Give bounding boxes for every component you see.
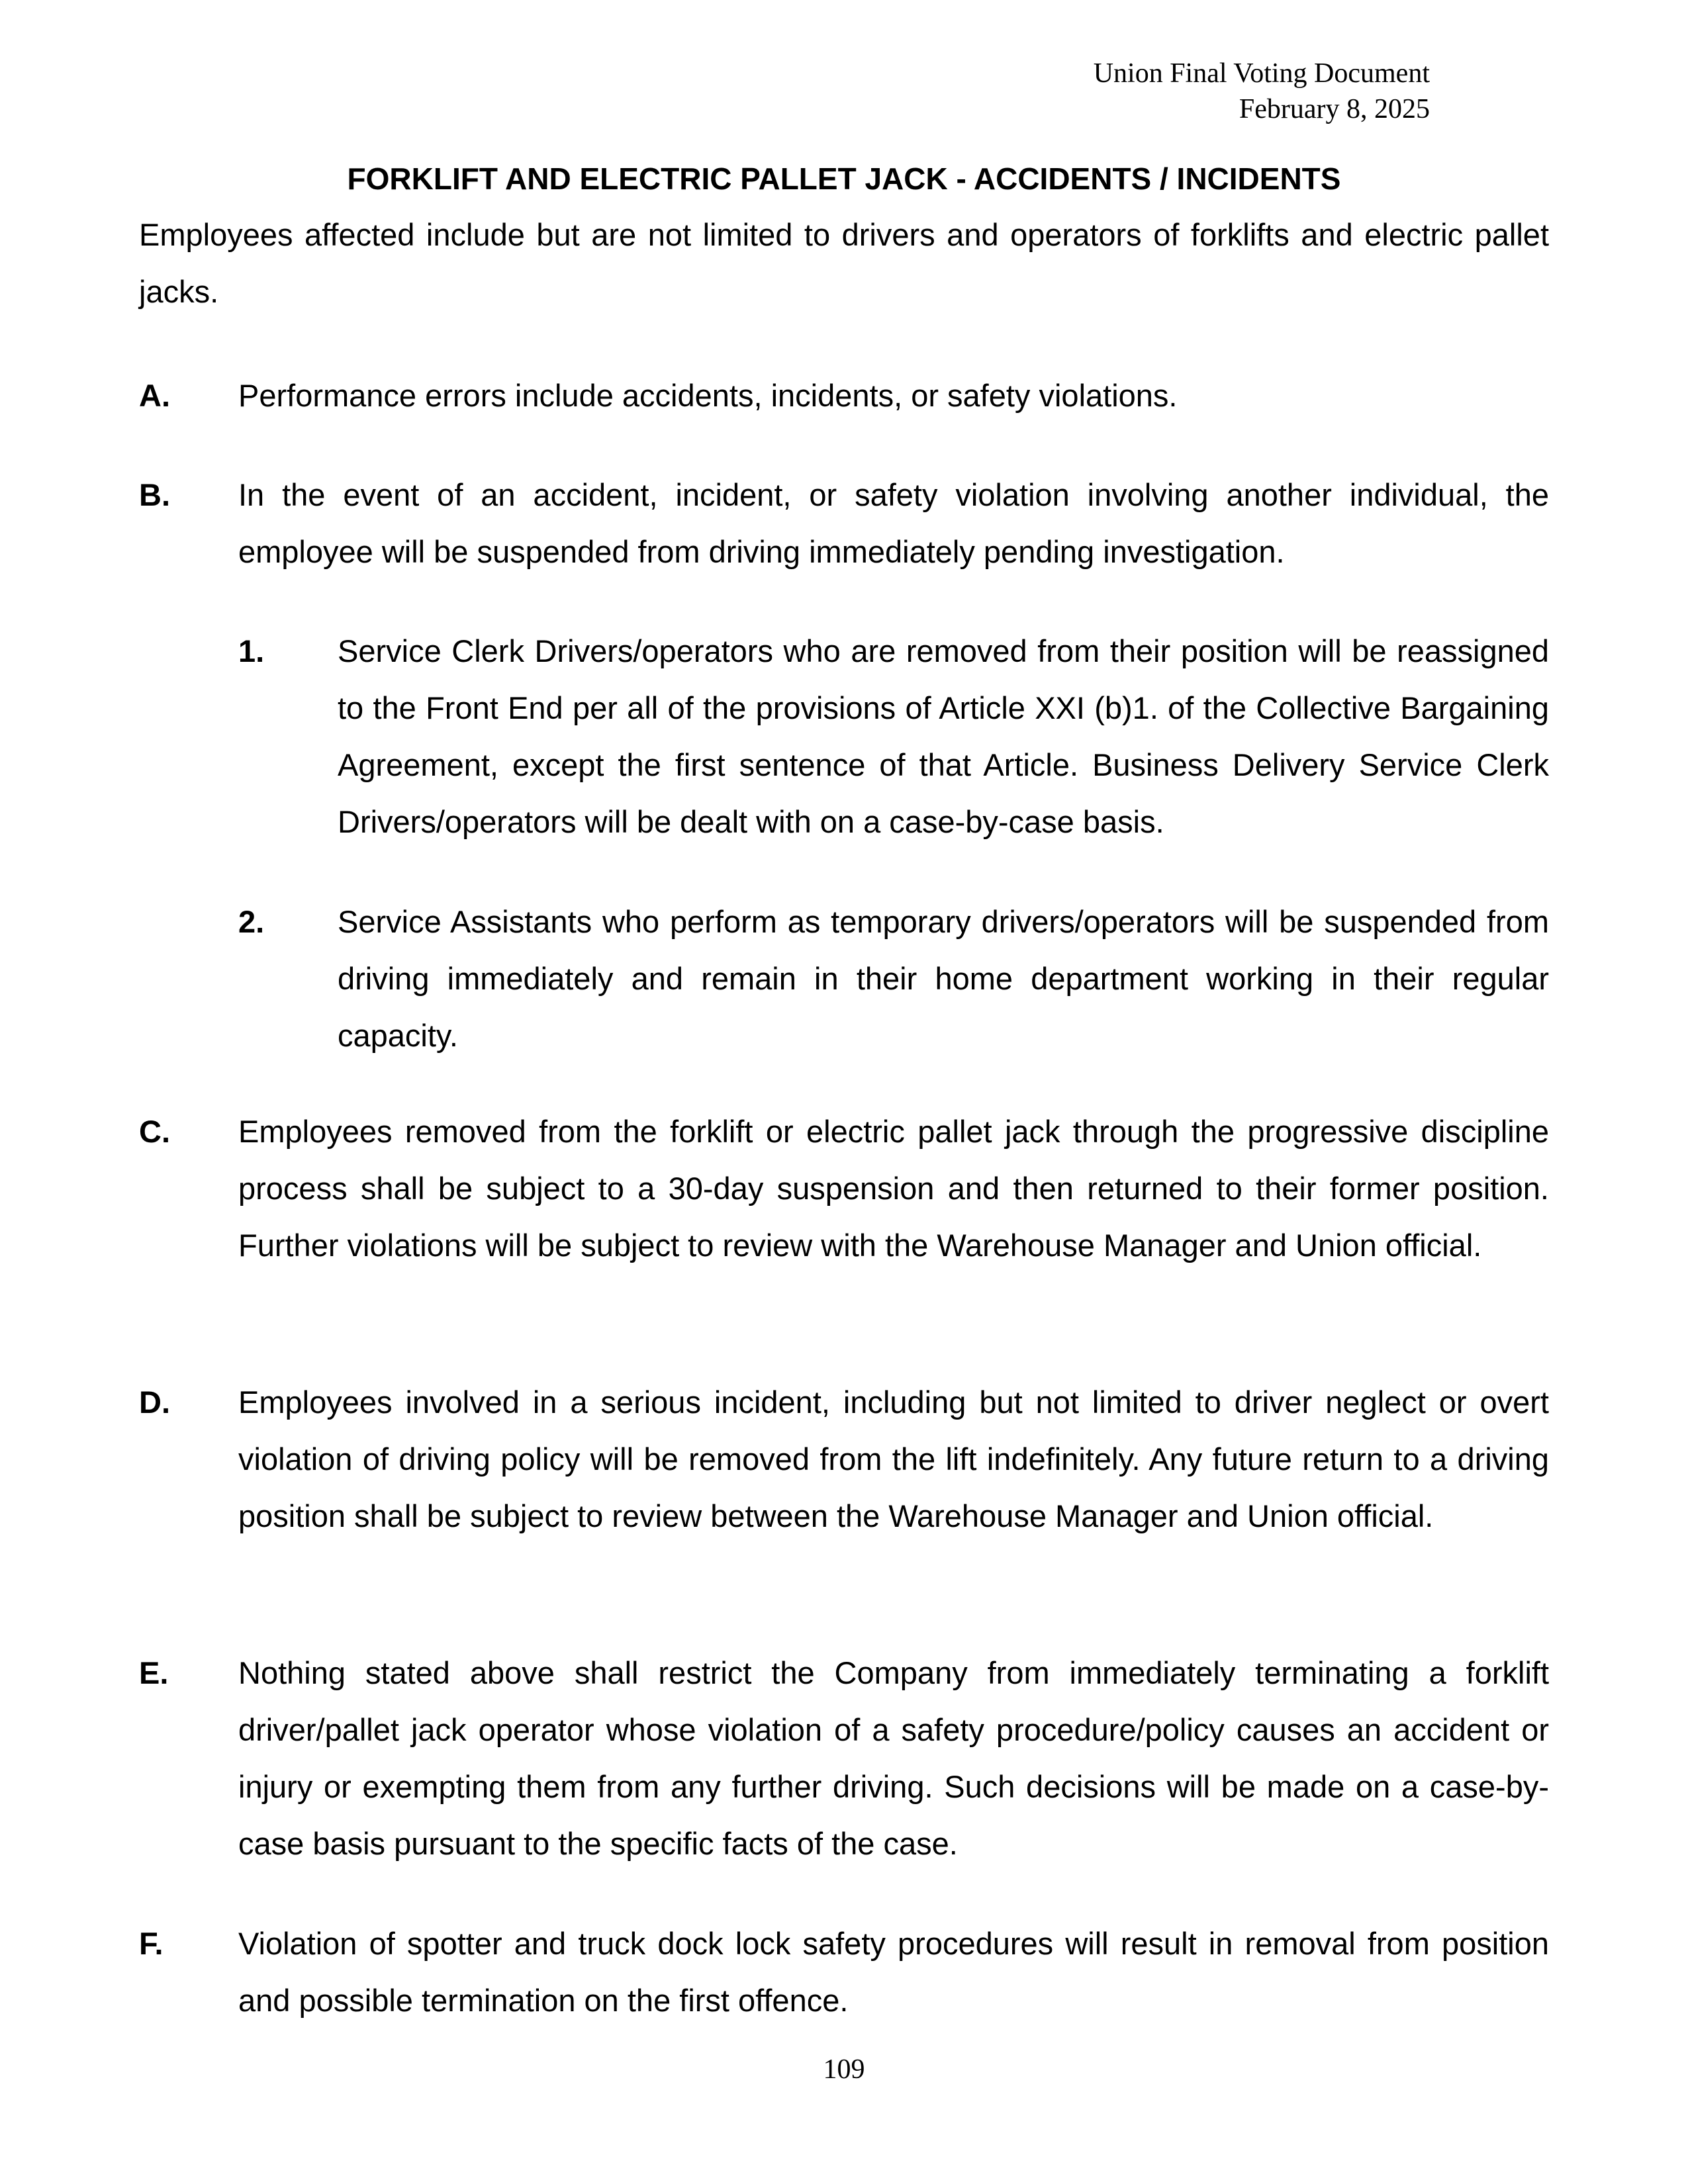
- section-f-label: F.: [139, 1926, 164, 1961]
- section-a-text: Performance errors include accidents, incidents, or safety violations.: [238, 378, 1178, 413]
- section-e-text: Nothing stated above shall restrict the Company from immediately terminating a forklift driver/pallet jack operator whose violation of a safety procedure/policy causes an accident or injury or exempting them from any further driving. Such decisions will be made on a case-by-case basis pursuant to the specific facts of the case.: [238, 1655, 1549, 1861]
- page-number: 109: [823, 2054, 865, 2085]
- subsection-1-text: Service Clerk Drivers/operators who are removed from their position will be reassigned to the Front End per all of the provisions of Article XXI (b)1. of the Collective Bargaining Agreement, except the first sentence of that Article. Business Delivery Service Clerk Drivers/operators will be dealt with on a case-by-case basis.: [338, 633, 1549, 839]
- section-a-label: A.: [139, 378, 170, 413]
- intro-paragraph: Employees affected include but are not limited to drivers and operators of forklifts and electric pallet jacks.: [139, 217, 1549, 309]
- section-c-label: C.: [139, 1114, 170, 1149]
- section-d-text: Employees involved in a serious incident, including but not limited to driver neglect or overt violation of driving policy will be removed from the lift indefinitely. Any future return to a driving position shall be subject to review between the Warehouse Manager and Union official.: [238, 1385, 1549, 1533]
- header-document-title: Union Final Voting Document: [1093, 58, 1430, 89]
- section-c-text: Employees removed from the forklift or electric pallet jack through the progressive discipline process shall be subject to a 30-day suspension and then returned to their former position. Further violations will be subject to review with the Warehouse Manager and Union official.: [238, 1114, 1549, 1263]
- section-b-label: B.: [139, 477, 170, 512]
- subsection-2-text: Service Assistants who perform as temporary drivers/operators will be suspended from driving immediately and remain in their home department working in their regular capacity.: [338, 904, 1549, 1053]
- section-e-label: E.: [139, 1655, 169, 1690]
- section-b-text: In the event of an accident, incident, or safety violation involving another individual, the employee will be suspended from driving immediately pending investigation.: [238, 477, 1549, 569]
- subsection-1-label: 1.: [238, 633, 265, 668]
- subsection-2-label: 2.: [238, 904, 265, 939]
- header-date: February 8, 2025: [1239, 94, 1430, 124]
- page-title: FORKLIFT AND ELECTRIC PALLET JACK - ACCIDENTS / INCIDENTS: [347, 161, 1341, 196]
- section-f-text: Violation of spotter and truck dock lock safety procedures will result in removal from position and possible termination on the first offence.: [238, 1926, 1549, 2018]
- section-d-label: D.: [139, 1385, 170, 1420]
